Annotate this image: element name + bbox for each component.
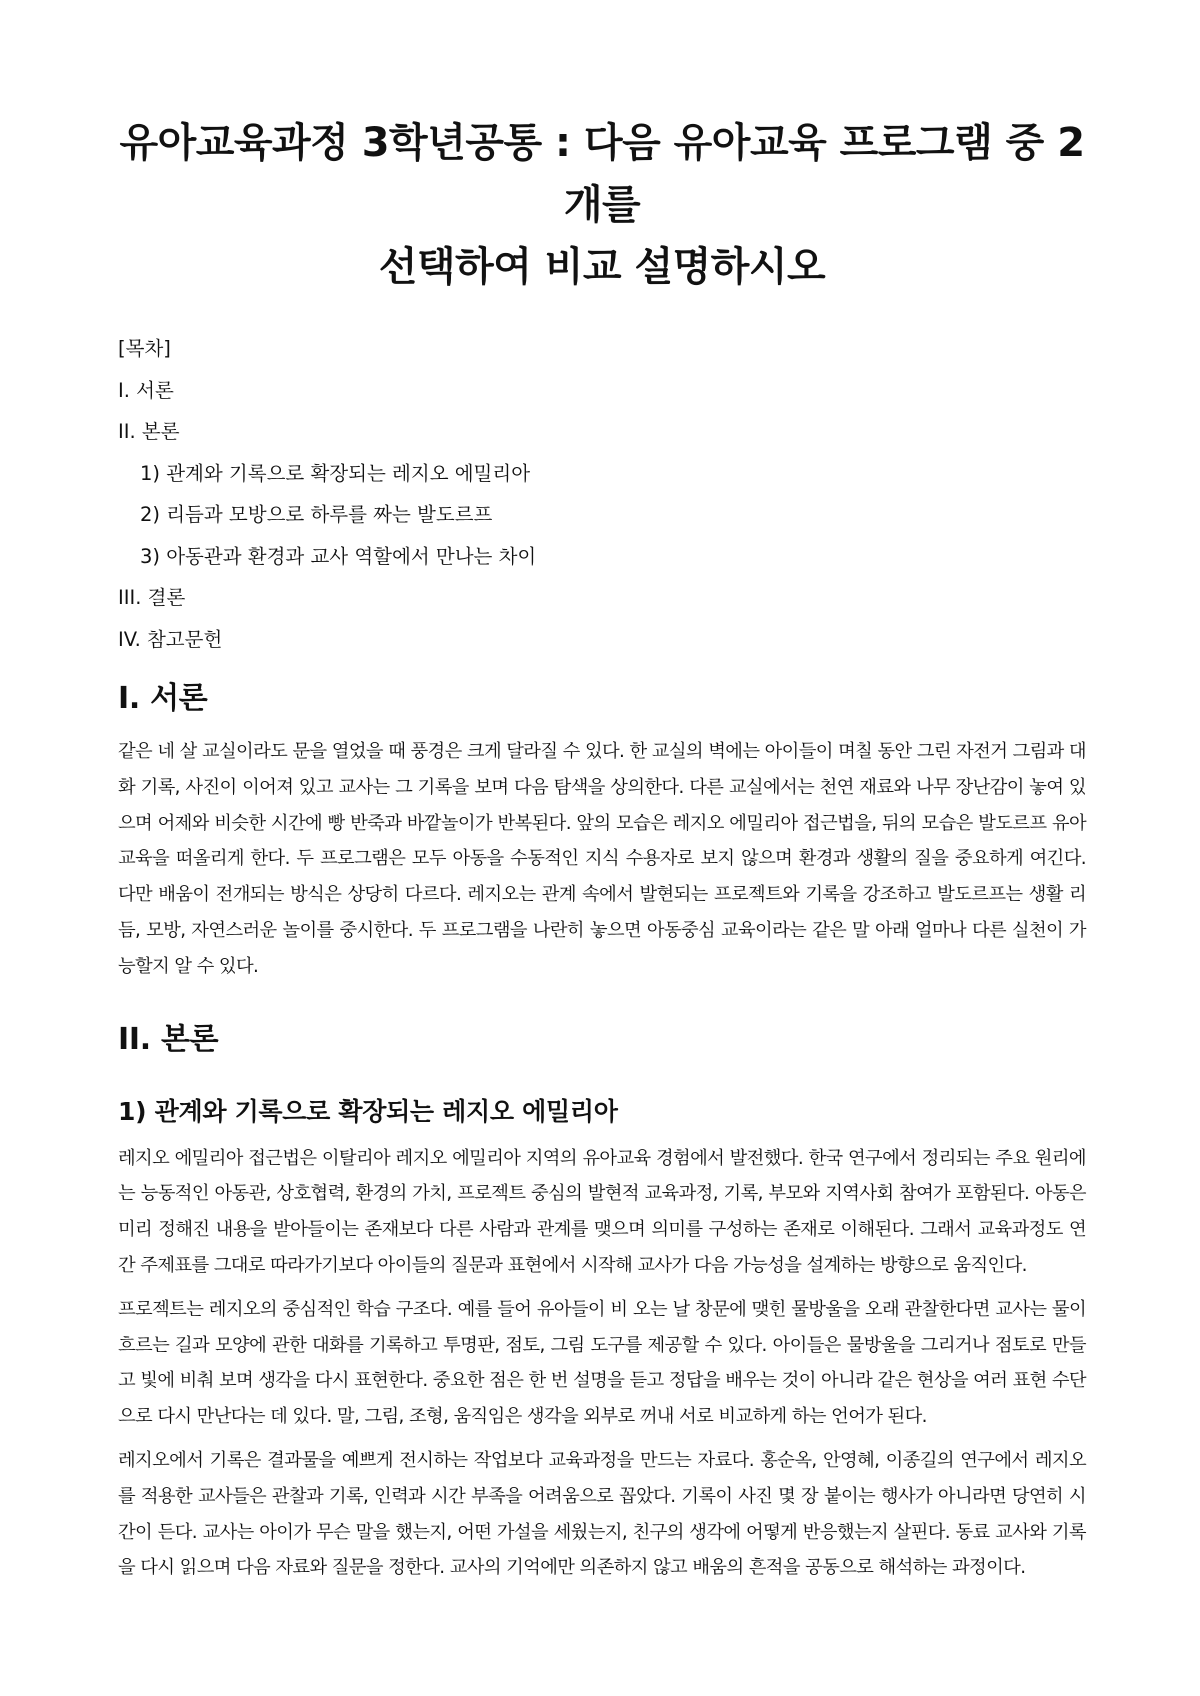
toc-item-body-3: 3) 아동관과 환경과 교사 역할에서 만나는 차이	[140, 544, 537, 568]
intro-heading: I. 서론	[118, 681, 208, 716]
intro-paragraph: 같은 네 살 교실이라도 문을 열었을 때 풍경은 크게 달라질 수 있다. 한 교실의 벽에는 아이들이 며칠 동안 그린 자전거 그림과 대화 기록, 사진이 이어져 있고 교사는 그 기록을 보며 다음 탐색을 상의한다. 다른 교실에서는 천연 재료와 나무 장난감이 놓여 있으며 어제와 비슷한 시간에 빵 반죽과 바깥놀이가 반복된다. 앞의 모습은 레지오 에밀리아 접근법을, 뒤의 모습은 발도르프 유아교육을 떠올리게 한다. 두 프로그램은 모두 아동을 수동적인 지식 수용자로 보지 않으며 환경과 생활의 질을 중요하게 여긴다. 다만 배움이 전개되는 방식은 상당히 다르다. 레지오는 관계 속에서 발현되는 프로젝트와 기록을 강조하고 발도르프는 생활 리듬, 모방, 자연스러운 놀이를 중시한다. 두 프로그램을 나란히 놓으면 아동중심 교육이라는 같은 말 아래 얼마나 다른 실천이 가능할지 알 수 있다.	[118, 741, 1086, 977]
toc-item-body-2: 2) 리듬과 모방으로 하루를 짜는 발도르프	[140, 503, 493, 526]
toc-item-conclusion: III. 결론	[118, 586, 186, 609]
toc-item-body: II. 본론	[118, 420, 180, 443]
toc-item-references: IV. 참고문헌	[118, 627, 223, 651]
table-of-contents	[118, 328, 1086, 660]
reggio-paragraph-3: 레지오에서 기록은 결과물을 예쁘게 전시하는 작업보다 교육과정을 만드는 자료다. 홍순옥, 안영혜, 이종길의 연구에서 레지오를 적용한 교사들은 관찰과 기록, 인력과 시간 부족을 어려움으로 꼽았다. 기록이 사진 몇 장 붙이는 행사가 아니라면 당연히 시간이 든다. 교사는 아이가 무슨 말을 했는지, 어떤 가설을 세웠는지, 친구의 생각에 어떻게 반응했는지 살핀다. 동료 교사와 기록을 다시 읽으며 다음 자료와 질문을 정한다. 교사의 기억에만 의존하지 않고 배움의 흔적을 공동으로 해석하는 과정이다.	[118, 1449, 1086, 1579]
toc-item-intro: I. 서론	[118, 378, 174, 402]
title-line-2: 선택하여 비교 설명하시오	[378, 244, 826, 290]
document-title	[118, 112, 1086, 298]
reggio-paragraph-1: 레지오 에밀리아 접근법은 이탈리아 레지오 에밀리아 지역의 유아교육 경험에서 발전했다. 한국 연구에서 정리되는 주요 원리에는 능동적인 아동관, 상호협력, 환경의 가치, 프로젝트 중심의 발현적 교육과정, 기록, 부모와 지역사회 참여가 포함된다. 아동은 미리 정해진 내용을 받아들이는 존재보다 다른 사람과 관계를 맺으며 의미를 구성하는 존재로 이해된다. 그래서 교육과정도 연간 주제표를 그대로 따라가기보다 아이들의 질문과 표현에서 시작해 교사가 다음 가능성을 설계하는 방향으로 움직인다.	[118, 1147, 1086, 1276]
reggio-paragraph-2: 프로젝트는 레지오의 중심적인 학습 구조다. 예를 들어 유아들이 비 오는 날 창문에 맺힌 물방울을 오래 관찰한다면 교사는 물이 흐르는 길과 모양에 관한 대화를 기록하고 투명판, 점토, 그림 도구를 제공할 수 있다. 아이들은 물방울을 그리거나 점토로 만들고 빛에 비춰 보며 생각을 다시 표현한다. 중요한 점은 한 번 설명을 듣고 정답을 배우는 것이 아니라 같은 현상을 여러 표현 수단으로 다시 만난다는 데 있다. 말, 그림, 조형, 움직임은 생각을 외부로 꺼내 서로 비교하게 하는 언어가 된다.	[118, 1298, 1086, 1428]
body-heading: II. 본론	[118, 1021, 219, 1057]
toc-label: [목차]	[118, 337, 171, 360]
title-line-1: 유아교육과정 3학년공통 : 다음 유아교육 프로그램 중 2개를	[119, 120, 1085, 228]
subsection-reggio-heading: 1) 관계와 기록으로 확장되는 레지오 에밀리아	[118, 1096, 618, 1126]
toc-item-body-1: 1) 관계와 기록으로 확장되는 레지오 에밀리아	[140, 461, 531, 485]
